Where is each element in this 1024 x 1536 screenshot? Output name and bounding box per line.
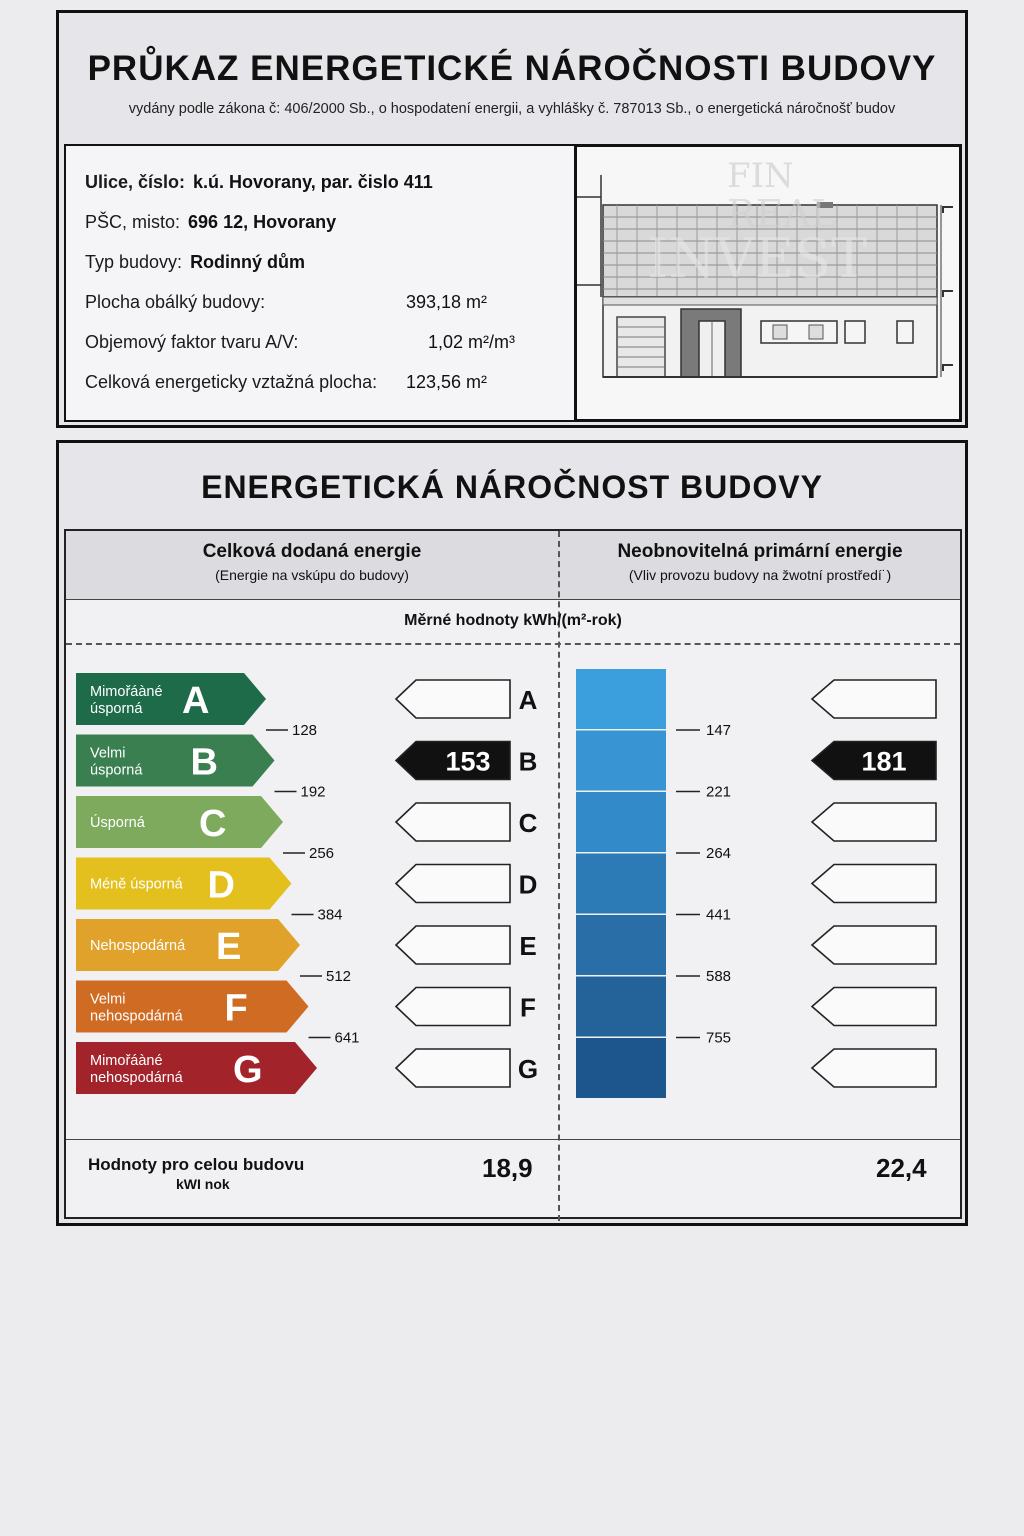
left-threshold-label: 512 — [326, 968, 352, 985]
left-value-label: 153 — [445, 746, 491, 777]
right-marker-g — [812, 1049, 936, 1087]
right-threshold-label: 264 — [706, 845, 732, 862]
class-label-f: Velmi — [90, 991, 126, 1008]
right-marker-d — [812, 865, 936, 903]
class-letter-c: C — [199, 803, 227, 845]
right-threshold-label: 755 — [706, 1029, 732, 1047]
footer-unit: kWI nok — [176, 1176, 230, 1192]
class-letter-g: G — [233, 1049, 263, 1091]
building-drawing — [574, 144, 962, 422]
certificate-panel — [56, 10, 968, 428]
area-row — [85, 372, 377, 393]
house-elevation-illustration — [577, 147, 962, 422]
certificate-title: PRŮKAZ ENERGETICKÉ NÁROČNOSTI BUDOVY — [87, 49, 937, 88]
right-value-label: 181 — [861, 746, 907, 777]
class-letter-a: A — [182, 680, 210, 722]
type-row — [85, 252, 305, 273]
street-row — [85, 172, 433, 193]
class-label-b: Velmi — [90, 745, 126, 762]
shape-row — [85, 332, 298, 353]
primary-bar-a — [576, 669, 666, 729]
class-letter-d: D — [207, 864, 235, 907]
primary-bar-e — [576, 915, 666, 975]
footer-row — [66, 1139, 960, 1219]
class-label-c: Úsporná — [90, 815, 145, 831]
psc-value: 696 12, Hovorany — [188, 212, 337, 232]
class-letter-column-e: E — [519, 931, 537, 961]
left-marker-d — [396, 865, 510, 903]
energy-title: ENERGETICKÁ NÁROČNOST BUDOVY — [201, 469, 823, 505]
class-letter-column-c: C — [518, 808, 538, 838]
class-letter-f: F — [224, 987, 248, 1030]
left-threshold-label: 641 — [334, 1029, 360, 1047]
left-threshold-label: 128 — [292, 722, 318, 739]
class-letter-column-f: F — [520, 992, 536, 1023]
right-header-title: Neobnovitelná primární energie — [617, 541, 903, 562]
certificate-subtitle: vydány podle zákona č: 406/2000 Sb., o hospodatení energii, a vyhlášky č. 787013 Sb., o energetická náročnošť budov — [128, 101, 896, 117]
psc-label: PŠC, misto: — [85, 212, 181, 232]
primary-bar-d — [576, 854, 666, 914]
primary-bar-b — [576, 731, 666, 791]
class-letter-column-b: B — [518, 746, 538, 777]
psc-row — [85, 212, 336, 233]
primary-bar-c — [576, 792, 666, 852]
shape-value: 1,02 m²/m³ — [428, 332, 516, 352]
units-label: Měrné hodnoty kWh/(m²-rok) — [404, 612, 622, 629]
footer-label: Hodnoty pro celou budovu — [88, 1155, 305, 1174]
shape-label: Objemový faktor tvaru A/V: — [85, 332, 299, 352]
left-header-title: Celková dodaná energie — [202, 541, 422, 562]
area-label: Celková energeticky vztažná plocha: — [85, 372, 378, 392]
right-threshold-label: 221 — [706, 783, 732, 801]
envelope-label: Plocha obálký budovy: — [85, 292, 266, 312]
watermark-line3: INVEST — [647, 227, 868, 290]
left-threshold-label: 256 — [309, 845, 335, 862]
right-marker-f — [812, 988, 936, 1026]
left-marker-a — [396, 680, 510, 718]
left-header-subtitle: (Energie na vskúpu do budovy) — [215, 567, 409, 583]
class-label-f: nehospodárná — [90, 1008, 183, 1025]
class-letter-e: E — [216, 926, 242, 968]
primary-bar-f — [576, 977, 666, 1037]
right-marker-e — [812, 926, 936, 964]
class-label-e: Nehospodárná — [90, 938, 186, 954]
area-value: 123,56 m² — [406, 372, 488, 392]
watermark-line2: REAL — [727, 192, 837, 236]
right-threshold-label: 147 — [706, 722, 732, 739]
class-letter-column-d: D — [518, 869, 538, 900]
class-label-g: nehospodárná — [90, 1070, 183, 1086]
class-label-b: úsporná — [90, 762, 143, 779]
right-threshold-label: 588 — [706, 968, 732, 985]
primary-bar-g — [576, 1038, 666, 1098]
envelope-value: 393,18 m² — [406, 292, 488, 312]
left-marker-g — [396, 1049, 510, 1087]
left-marker-e — [396, 926, 510, 964]
left-marker-f — [396, 988, 510, 1026]
class-label-d: Méně úsporná — [90, 876, 183, 893]
footer-left-value: 18,9 — [482, 1153, 533, 1183]
envelope-row — [85, 292, 265, 313]
class-letter-column-g: G — [517, 1054, 539, 1084]
right-threshold-label: 441 — [706, 906, 732, 924]
left-threshold-label: 192 — [300, 783, 326, 801]
class-letter-column-a: A — [518, 685, 538, 715]
watermark-line1: FIN — [727, 156, 794, 196]
class-label-a: Mimořáàné — [90, 684, 163, 700]
energy-panel — [56, 440, 968, 1226]
right-marker-c — [812, 803, 936, 841]
class-letter-b: B — [190, 741, 218, 784]
left-marker-c — [396, 803, 510, 841]
building-info — [64, 144, 576, 422]
street-label: Ulice, číslo: — [85, 172, 186, 192]
right-marker-a — [812, 680, 936, 718]
street-value: k.ú. Hovorany, par. čislo 411 — [193, 172, 433, 192]
class-label-g: Mimořáàné — [90, 1053, 163, 1069]
class-label-a: úsporná — [90, 701, 143, 717]
footer-right-value: 22,4 — [876, 1153, 927, 1183]
left-threshold-label: 384 — [317, 906, 343, 924]
right-header-subtitle: (Vliv provozu budovy na žwotní prostředí˙) — [628, 567, 892, 583]
type-value: Rodinný dům — [190, 252, 306, 272]
type-label: Typ budovy: — [85, 252, 183, 272]
energy-class-scales — [66, 531, 964, 1221]
energy-table — [64, 529, 962, 1219]
